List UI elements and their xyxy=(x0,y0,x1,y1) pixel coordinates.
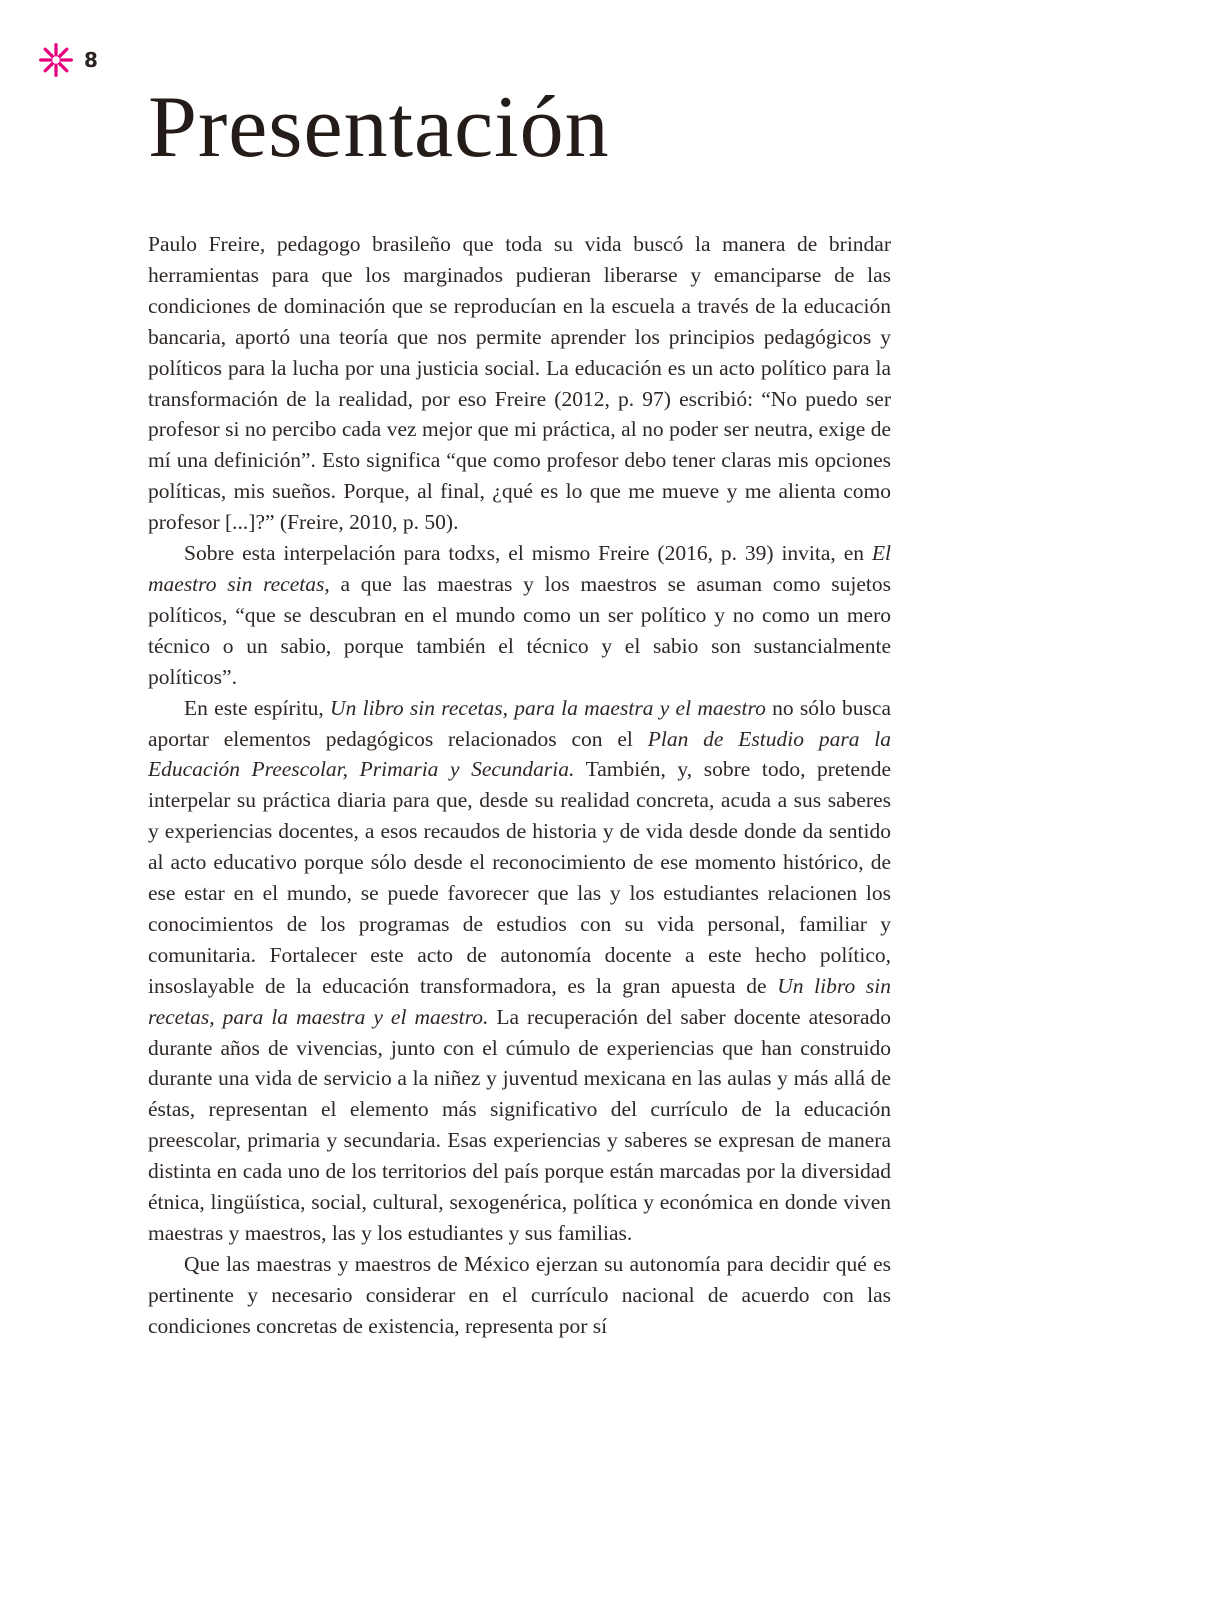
paragraph-text: La recuperación del saber docente atesorado durante años de vivencias, junto con el cúmulo de experiencias que han construido durante una vida de servicio a la niñez y juventud mexicana en las aulas y más allá de éstas, representan el elemento más significativo del currículo de la educación preescolar, primaria y secundaria. Esas experiencias y saberes se expresan de manera distinta en cada uno de los territorios del país porque están marcadas por la diversidad étnica, lingüística, social, cultural, sexogenérica, política y económica en donde viven maestras y maestros, las y los estudiantes y sus familias. xyxy=(148,1004,891,1245)
paragraph-text: En este espíritu, xyxy=(184,695,331,720)
paragraph-text: También, y, sobre todo, pretende interpelar su práctica diaria para que, desde su realidad concreta, acuda a sus saberes y experiencias docentes, a esos recaudos de historia y de vida desde donde da sentido al acto educativo porque sólo desde el reconocimiento de ese momento histórico, de ese estar en el mundo, se puede favorecer que las y los estudiantes relacionen los conocimientos de los programas de estudios con su vida personal, familiar y comunitaria. Fortalecer este acto de autonomía docente a este hecho político, insoslayable de la educación transformadora, es la gran apuesta de xyxy=(148,757,892,998)
paragraph xyxy=(148,229,891,538)
italic-title-text: El maestro sin recetas xyxy=(148,541,891,596)
paragraph-text: Paulo Freire, pedagogo brasileño que toda su vida buscó la manera de brindar herramientas para que los marginados pudieran liberarse y emanciparse de las condiciones de dominación que se reproducían en la escuela a través de la educación bancaria, aportó una teoría que nos permite aprender los principios pedagógicos y políticos para la lucha por una justicia social. La educación es un acto político para la transformación de la realidad, por eso Freire (2012, p. 97) escribió: “No puedo ser profesor si no percibo cada vez mejor que mi práctica, al no poder ser neutra, exige de mí una definición”. Esto significa “que como profesor debo tener claras mis opciones políticas, mis sueños. Porque, al final, ¿qué es lo que me mueve y me alienta como profesor [...]?” (Freire, 2010, p. 50). xyxy=(148,232,891,535)
asterisk-star-icon xyxy=(38,42,74,78)
page-number: 8 xyxy=(84,48,98,72)
italic-title-text: Un libro sin recetas, para la maestra y el maestro xyxy=(330,695,766,720)
paragraph-text: , a que las maestras y los maestros se asuman como sujetos políticos, “que se descubran en el mundo como un ser político y no como un mero técnico o un sabio, porque también el técnico y el sabio son sustancialmente políticos”. xyxy=(148,571,891,689)
paragraph-text: Sobre esta interpelación para todxs, el mismo Freire (2016, p. 39) invita, en xyxy=(184,541,872,566)
page-title: Presentación xyxy=(148,79,610,176)
paragraph-text: no sólo busca aportar elementos pedagógicos relacionados con el xyxy=(148,695,891,751)
italic-title-text: Plan de Estudio para la Educación Preescolar, Primaria y Secundaria. xyxy=(148,726,892,782)
italic-title-text: Un libro sin recetas, para la maestra y el maestro. xyxy=(148,973,891,1029)
paragraph xyxy=(148,1249,891,1342)
body-text xyxy=(148,229,891,1342)
paragraph-text: Que las maestras y maestros de México ejerzan su autonomía para decidir qué es pertinente y necesario considerar en el currículo nacional de acuerdo con las condiciones concretas de existencia, representa por sí xyxy=(148,1251,891,1338)
paragraph xyxy=(148,538,891,693)
paragraph xyxy=(148,693,891,1249)
page-header xyxy=(38,42,98,78)
